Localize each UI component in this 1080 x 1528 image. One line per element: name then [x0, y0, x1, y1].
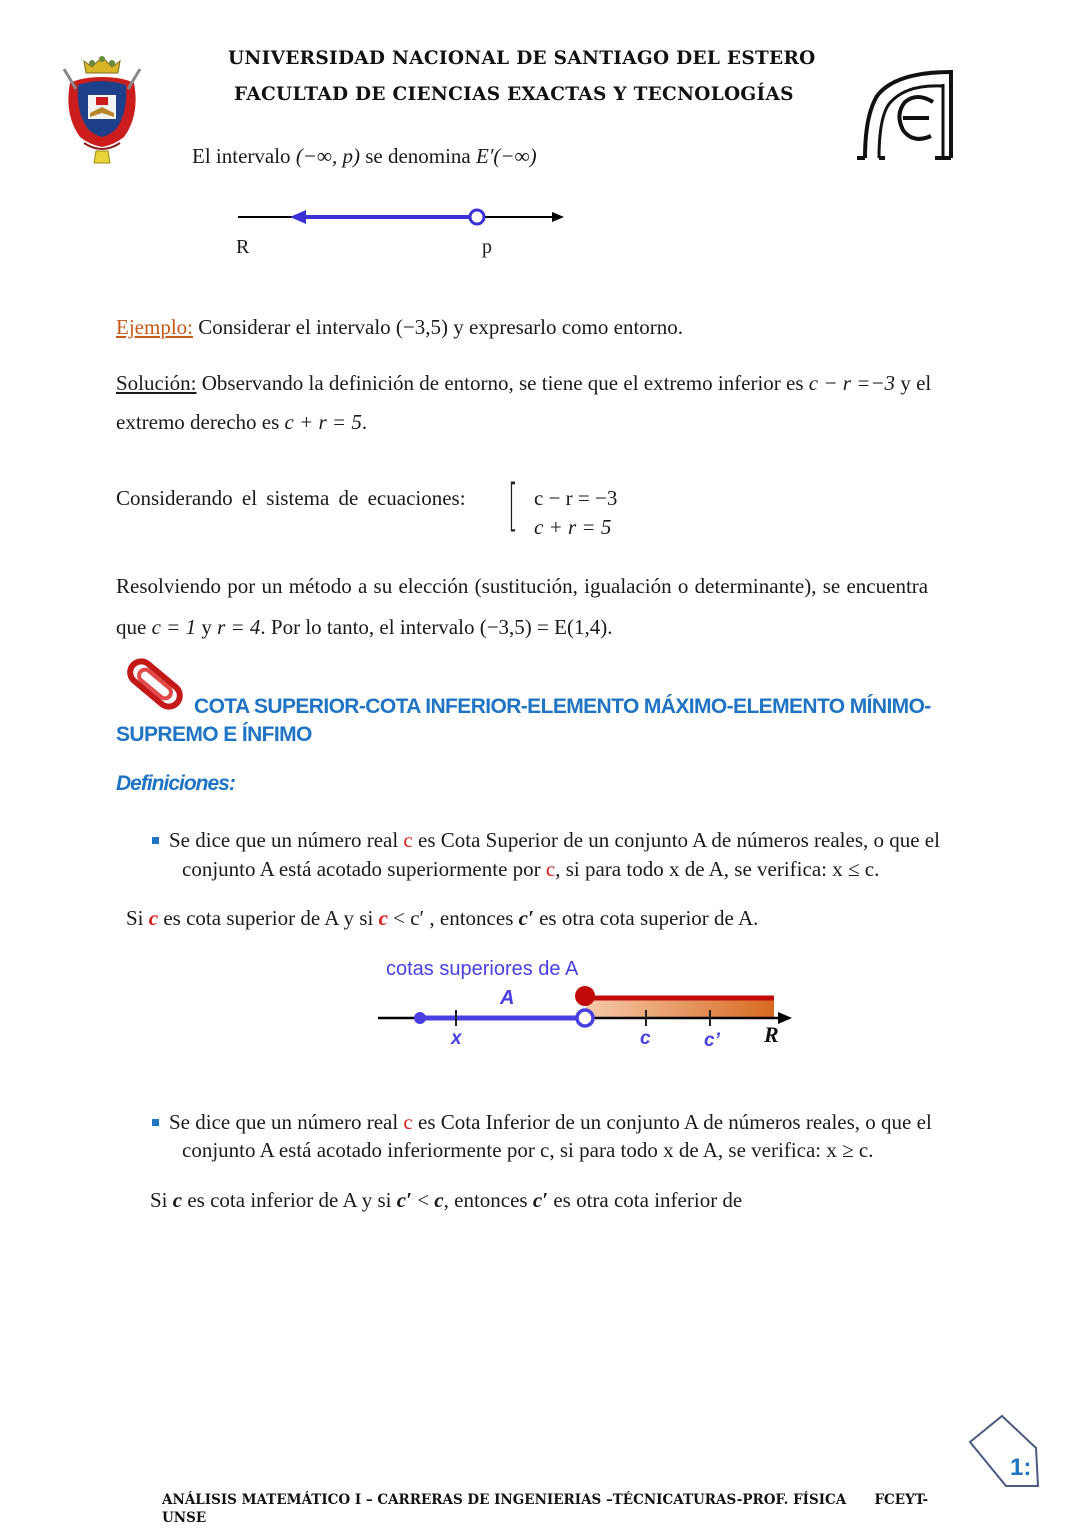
- system-brace: [: [508, 473, 518, 538]
- note-text-a: Si: [150, 1188, 173, 1212]
- lower-bound-definition-line-1: [152, 1108, 932, 1136]
- definitions-label: Definiciones:: [116, 772, 235, 795]
- footer-line-1: ANÁLISIS MATEMÁTICO I – CARRERAS DE INGENIERIAS –TÉCNICATURAS-PROF. FÍSICA FCEYT-: [162, 1492, 929, 1508]
- number-line-icon: [236, 200, 576, 236]
- upper-def-l2-b: , si para todo x de A, se verifica: x ≤ c.: [555, 857, 880, 881]
- upper-bound-definition-line-2: [182, 855, 879, 883]
- upper-bound-definition-line-1: [152, 826, 940, 854]
- system-label: Considerando el sistema de ecuaciones:: [116, 486, 466, 510]
- note-text-end: es otra cota inferior de: [548, 1188, 743, 1212]
- equation-2: c + r = 5: [534, 515, 612, 539]
- example-text: Considerar el intervalo (−3,5) y expresarlo como entorno.: [193, 315, 684, 339]
- faculty-name: FACULTAD DE CIENCIAS EXACTAS Y TECNOLOGÍAS: [234, 84, 794, 105]
- solution-line2-end: .: [361, 410, 368, 434]
- resolution-text-end: . Por lo tanto, el intervalo (−3,5) = E(1,4).: [260, 615, 613, 639]
- section-title-line-2: SUPREMO E ÍNFIMO: [116, 723, 312, 746]
- upper-bound-note: [126, 904, 758, 932]
- bullet-icon: [152, 1119, 159, 1126]
- solution-line-1: [116, 369, 931, 397]
- lower-def-text-b: es Cota Inferior de un conjunto A de números reales, o que el: [412, 1110, 932, 1134]
- value-c: c = 1: [151, 615, 197, 639]
- paperclip-icon: [120, 655, 190, 713]
- interval-notation: (−∞, p): [295, 144, 360, 168]
- lower-bound-note: [150, 1186, 742, 1214]
- c-prime: c′: [518, 906, 534, 930]
- real-axis-label: R: [236, 236, 250, 258]
- resolution-text-b: y: [196, 615, 218, 639]
- crest-icon: [62, 55, 142, 167]
- note-text-mid: , entonces: [443, 1188, 533, 1212]
- lower-def-text-a: Se dice que un número real: [169, 1110, 404, 1134]
- c-var: c: [434, 1188, 444, 1212]
- c-prime: c′: [532, 1188, 549, 1212]
- solution-line2-text: extremo derecho es: [116, 410, 285, 434]
- equation-1: c − r = −3: [534, 486, 618, 510]
- solution-math-lower: c − r =−3: [808, 371, 896, 395]
- page-tag-icon: [964, 1412, 1044, 1492]
- tick-label-x: x: [451, 1028, 462, 1049]
- example-label: Ejemplo:: [116, 315, 193, 339]
- upper-def-l2-a: conjunto A está acotado superiormente por: [182, 857, 546, 881]
- axis-label-r: R: [764, 1022, 779, 1047]
- c-highlight: c: [148, 906, 159, 930]
- c-prime: c′: [396, 1188, 412, 1212]
- upper-def-text-b: es Cota Superior de un conjunto A de números reales, o que el: [412, 828, 940, 852]
- solution-label: Solución:: [116, 371, 197, 395]
- interval-name: E′(−∞): [476, 144, 537, 168]
- upper-def-text-a: Se dice que un número real: [169, 828, 404, 852]
- c-var: c: [172, 1188, 183, 1212]
- interval-text-mid: se denomina: [359, 144, 477, 168]
- resolution-line-2: [116, 613, 612, 641]
- tick-label-c-prime: c’: [704, 1030, 720, 1051]
- solution-text-end: y el: [895, 371, 932, 395]
- solution-line-2: [116, 408, 367, 436]
- note-comparison: < c′ , entonces: [387, 906, 519, 930]
- tick-label-c: c: [640, 1028, 651, 1049]
- fceyt-logo-icon: [855, 66, 955, 162]
- university-name: UNIVERSIDAD NACIONAL DE SANTIAGO DEL ESTERO: [228, 48, 816, 69]
- note-text-b: es cota superior de A y si: [158, 906, 379, 930]
- footer-line-2: UNSE: [162, 1510, 207, 1526]
- page-number-badge: [964, 1412, 1044, 1492]
- section-title-line-1: COTA SUPERIOR-COTA INFERIOR-ELEMENTO MÁXIMO-ELEMENTO MÍNIMO-: [194, 695, 931, 718]
- c-highlight: c: [378, 906, 388, 930]
- upper-bounds-diagram: [376, 956, 806, 1066]
- resolution-line-1: Resolviendo por un método a su elección (sustitución, igualación o determinante), se encuentra: [116, 574, 929, 598]
- note-text-end: es otra cota superior de A.: [533, 906, 759, 930]
- page-number: 1:: [1010, 1454, 1032, 1481]
- resolution-text-a: que: [116, 615, 152, 639]
- lower-bound-definition-line-2: conjunto A está acotado inferiormente por c, si para todo x de A, se verifica: x ≥ c.: [182, 1138, 874, 1162]
- left-ray-diagram: [236, 200, 576, 270]
- interval-text-prefix: El intervalo: [192, 144, 296, 168]
- bullet-icon: [152, 837, 159, 844]
- c-highlight: c: [403, 1110, 413, 1134]
- note-comparison: <: [411, 1188, 435, 1212]
- value-r: r = 4: [217, 615, 261, 639]
- c-highlight: c: [545, 857, 556, 881]
- point-p-label: p: [482, 236, 492, 258]
- c-highlight: c: [403, 828, 413, 852]
- example-paragraph: [116, 313, 683, 341]
- note-text-b: es cota inferior de A y si: [182, 1188, 397, 1212]
- university-crest-logo: [62, 55, 142, 167]
- set-a-label: A: [500, 987, 515, 1009]
- interval-definition: [192, 142, 537, 170]
- solution-math-upper: c + r = 5: [284, 410, 362, 434]
- number-line-icon: [376, 956, 806, 1066]
- solution-text: Observando la definición de entorno, se tiene que el extremo inferior es: [196, 371, 809, 395]
- fceyt-logo: [855, 66, 955, 162]
- note-text-a: Si: [126, 906, 149, 930]
- upper-bounds-title: cotas superiores de A: [386, 958, 579, 980]
